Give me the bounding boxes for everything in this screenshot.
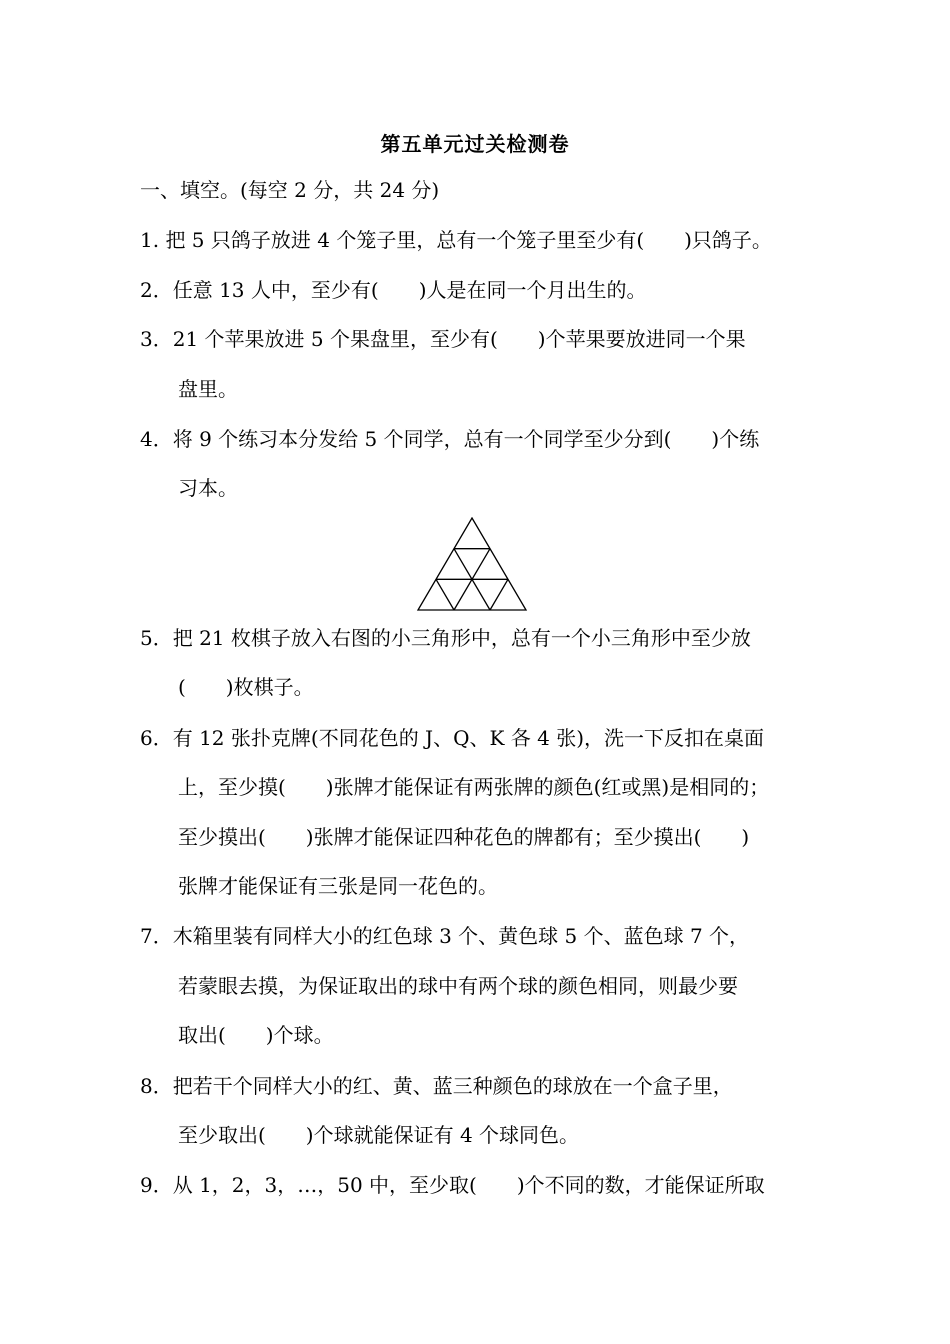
question-7-line-2: 若蒙眼去摸，为保证取出的球中有两个球的颜色相同，则最少要 [178, 974, 738, 998]
section-heading: 一、填空。(每空 2 分，共 24 分) [140, 178, 440, 202]
page-title: 第五单元过关检测卷 [380, 132, 570, 156]
question-7-line-1: 7．木箱里装有同样大小的红色球 3 个、黄色球 5 个、蓝色球 7 个， [140, 924, 750, 948]
grid-line-d2 [436, 579, 454, 610]
triangle-grid-figure [416, 517, 528, 613]
question-9-line-1: 9．从 1，2，3，…，50 中，至少取( )个不同的数，才能保证所取 [140, 1173, 765, 1197]
question-3-line-1: 3．21 个苹果放进 5 个果盘里，至少有( )个苹果要放进同一个果 [140, 327, 746, 351]
outer-triangle [418, 518, 526, 610]
question-6-line-1: 6．有 12 张扑克牌(不同花色的 J、Q、K 各 4 张)，洗一下反扣在桌面 [140, 726, 765, 750]
question-8-line-2: 至少取出( )个球就能保证有 4 个球同色。 [178, 1123, 580, 1147]
question-4-line-2: 习本。 [178, 476, 238, 500]
question-6-line-3: 至少摸出( )张牌才能保证四种花色的牌都有；至少摸出( ) [178, 825, 750, 849]
question-6-line-2: 上，至少摸( )张牌才能保证有两张牌的颜色(红或黑)是相同的； [178, 775, 770, 799]
grid-line-d4 [490, 579, 508, 610]
question-5-line-2: ( )枚棋子。 [178, 675, 314, 699]
question-4-line-1: 4．将 9 个练习本分发给 5 个同学，总有一个同学至少分到( )个练 [140, 427, 760, 451]
question-3-line-2: 盘里。 [178, 377, 238, 401]
question-7-line-3: 取出( )个球。 [178, 1023, 334, 1047]
question-6-line-4: 张牌才能保证有三张是同一花色的。 [178, 874, 498, 898]
question-5-line-1: 5．把 21 枚棋子放入右图的小三角形中，总有一个小三角形中至少放 [140, 626, 751, 650]
question-8-line-1: 8．把若干个同样大小的红、黄、蓝三种颜色的球放在一个盒子里， [140, 1074, 733, 1098]
question-2-line-1: 2．任意 13 人中，至少有( )人是在同一个月出生的。 [140, 278, 647, 302]
question-1-line-1: 1. 把 5 只鸽子放进 4 个笼子里，总有一个笼子里至少有( )只鸽子。 [140, 228, 772, 252]
